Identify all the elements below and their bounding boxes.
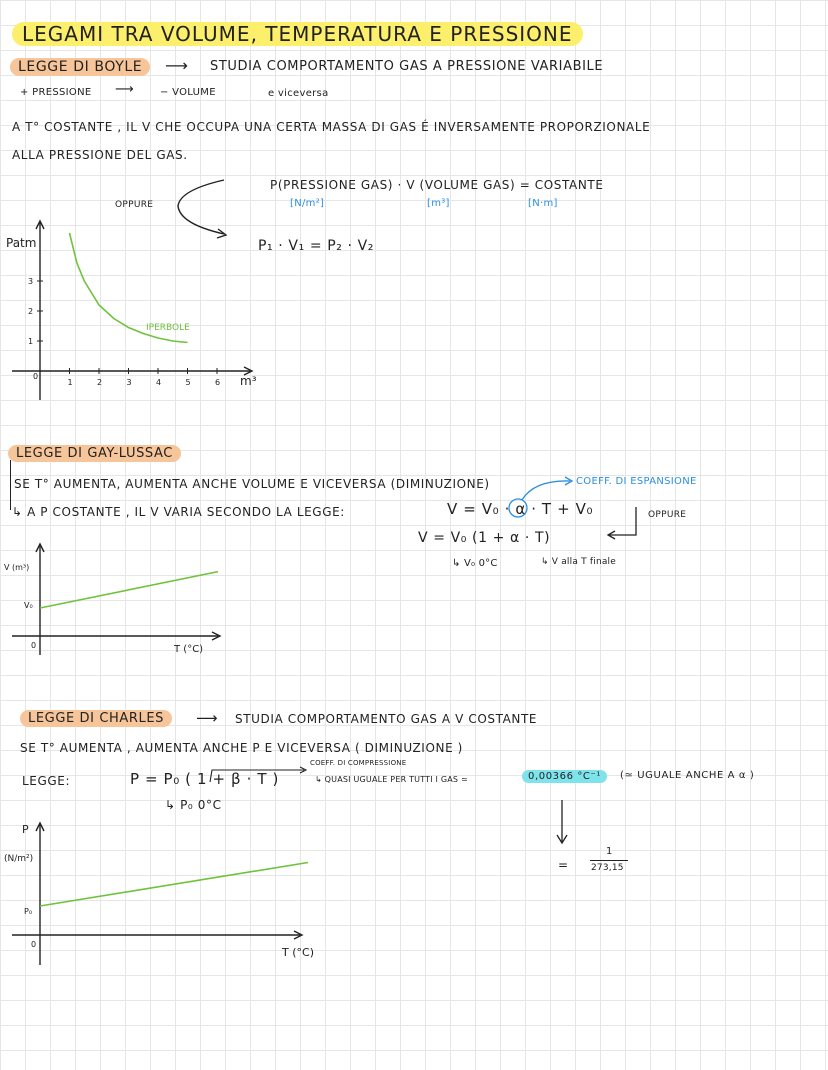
charles-quasi: ↳ QUASI UGUALE PER TUTTI I GAS ≃ [315,775,468,784]
boyle-origin: 0 [33,372,39,381]
boyle-x-tick-label: 6 [215,378,221,387]
gaylussac-heading: LEGGE DI GAY-LUSSAC [8,445,181,462]
charles-formula: P = P₀ ( 1 + β · T ) [130,770,279,788]
boyle-x-tick-label: 2 [97,378,103,387]
charles-eq-sign: = [558,858,569,872]
charles-subtitle: STUDIA COMPORTAMENTO GAS A V COSTANTE [235,712,538,726]
boyle-relation-plus: + PRESSIONE [20,87,92,98]
charles-frac-num: 1 [606,846,613,857]
boyle-x-tick-label: 5 [185,378,191,387]
gaylussac-line [40,572,218,608]
boyle-relation-vice: e viceversa [268,88,329,99]
gaylussac-formula-2: V = V₀ (1 + α · T) [418,530,551,546]
boyle-heading: LEGGE DI BOYLE [10,58,150,76]
charles-value: 0,00366 °C⁻¹ [522,770,607,783]
page-title: LEGAMI TRA VOLUME, TEMPERATURA E PRESSIONE [12,22,583,46]
boyle-formula-2: P₁ · V₁ = P₂ · V₂ [258,238,375,254]
boyle-relation-minus: − VOLUME [160,87,216,98]
gaylussac-bracket [10,460,11,510]
charles-chart [0,815,320,970]
charles-ylabel-unit: (N/m²) [4,854,34,864]
charles-statement: SE T° AUMENTA , AUMENTA ANCHE P E VICEVERSA ( DIMINUZIONE ) [20,741,463,755]
charles-frac-den: 273,15 [591,863,624,873]
boyle-unit-v: [m³] [427,198,450,209]
charles-intercept: P₀ [24,907,33,916]
charles-frac-line [590,860,628,861]
boyle-unit-p: [N/m²] [290,198,325,209]
boyle-relation-arrow: ⟶ [115,82,135,97]
charles-ylabel-p: P [22,823,29,836]
gaylussac-coeff-arrow [500,470,580,520]
gaylussac-coeff: COEFF. DI ESPANSIONE [576,476,697,487]
boyle-unit-c: [N·m] [528,198,558,209]
charles-heading: LEGGE DI CHARLES [20,710,172,727]
gaylussac-oppure: OPPURE [648,510,687,520]
boyle-x-tick-label: 4 [156,378,162,387]
gaylussac-formula-1: V = V₀ · α · T + V₀ [447,500,594,518]
charles-origin: 0 [31,940,37,949]
boyle-statement-2: ALLA PRESSIONE DEL GAS. [12,148,188,162]
boyle-formula: P(PRESSIONE GAS) · V (VOLUME GAS) = COSTANTE [270,178,604,192]
charles-line [40,863,308,907]
charles-arrow: ⟶ [196,709,219,727]
boyle-y-tick-label: 3 [28,277,34,286]
charles-down-arrow [552,798,572,850]
boyle-ylabel: Patm [6,236,37,250]
boyle-x-tick-label: 3 [126,378,132,387]
boyle-statement-1: A T° COSTANTE , IL V CHE OCCUPA UNA CERTA MASSA DI GAS É INVERSAMENTE PROPORZIONALE [12,120,651,134]
gaylussac-note-v0: ↳ V₀ 0°C [452,558,498,569]
gaylussac-ylabel: V (m³) [4,563,30,572]
charles-coeff-arrow [208,766,318,786]
boyle-oppure: OPPURE [115,200,154,210]
gaylussac-note-v: ↳ V alla T finale [541,557,616,567]
boyle-annotation: IPERBOLE [146,323,190,333]
charles-xlabel: T (°C) [282,946,314,959]
boyle-y-tick-label: 1 [28,337,34,346]
charles-legge-label: LEGGE: [22,774,71,788]
boyle-y-tick-label: 2 [28,307,34,316]
charles-equal-alpha: (≃ UGUALE ANCHE A α ) [620,770,755,781]
gaylussac-oppure-arrow [605,505,645,541]
charles-coeff: COEFF. DI COMPRESSIONE [310,759,407,767]
boyle-arrow: ⟶ [165,56,189,75]
boyle-subtitle: STUDIA COMPORTAMENTO GAS A PRESSIONE VARIABILE [210,59,604,74]
gaylussac-origin: 0 [31,641,37,650]
boyle-x-tick-label: 1 [67,378,73,387]
boyle-chart [0,215,270,415]
gaylussac-statement: SE T° AUMENTA, AUMENTA ANCHE VOLUME E VICEVERSA (DIMINUZIONE) [14,477,490,491]
gaylussac-law-intro: ↳ A P COSTANTE , IL V VARIA SECONDO LA LEGGE: [12,505,345,519]
boyle-xlabel: m³ [240,374,257,388]
gaylussac-chart [0,540,240,665]
charles-note-p0: ↳ P₀ 0°C [165,798,222,812]
gaylussac-xlabel: T (°C) [174,644,204,655]
gaylussac-intercept: V₀ [24,601,33,610]
